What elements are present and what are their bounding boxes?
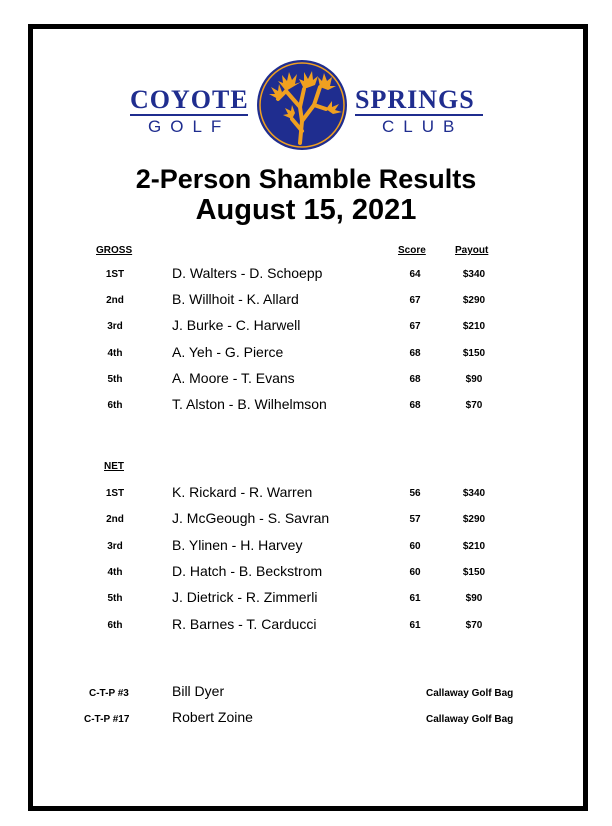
payout: $70	[465, 400, 483, 411]
score: 60	[409, 567, 421, 578]
team-names: B. Ylinen - H. Harvey	[172, 537, 303, 553]
logo-rule-left	[130, 114, 248, 116]
place: 5th	[107, 593, 123, 604]
score: 56	[409, 488, 421, 499]
score: 61	[409, 593, 421, 604]
ctp-label: C-T-P #3	[89, 688, 129, 699]
payout: $290	[462, 295, 486, 306]
score: 60	[409, 541, 421, 552]
ctp-winner: Bill Dyer	[172, 683, 225, 699]
payout: $70	[465, 620, 483, 631]
score: 68	[409, 374, 421, 385]
score: 67	[409, 295, 421, 306]
net-row	[0, 537, 612, 557]
logo-text-golf: GOLF	[148, 117, 231, 136]
payout: $210	[462, 541, 486, 552]
logo-rule-right	[355, 114, 483, 116]
page-title: 2-Person Shamble Results	[135, 164, 477, 194]
place: 2nd	[106, 514, 124, 525]
team-names: D. Walters - D. Schoepp	[172, 265, 323, 281]
ctp-prize: Callaway Golf Bag	[426, 688, 514, 699]
place: 4th	[107, 348, 123, 359]
ctp-prize: Callaway Golf Bag	[426, 714, 514, 725]
net-row	[0, 563, 612, 583]
net-row	[0, 616, 612, 636]
place: 2nd	[106, 295, 124, 306]
team-names: J. Burke - C. Harwell	[172, 317, 301, 333]
score: 67	[409, 321, 421, 332]
gross-row	[0, 396, 612, 416]
gross-row	[0, 370, 612, 390]
ctp-label: C-T-P #17	[84, 714, 130, 725]
place: 3rd	[107, 321, 123, 332]
payout: $340	[462, 488, 486, 499]
net-row	[0, 589, 612, 609]
payout: $90	[465, 593, 483, 604]
place: 3rd	[107, 541, 123, 552]
team-names: D. Hatch - B. Beckstrom	[172, 563, 323, 579]
net-header: NET	[104, 461, 124, 472]
gross-row	[0, 317, 612, 337]
team-names: T. Alston - B. Wilhelmson	[172, 396, 327, 412]
payout: $210	[462, 321, 486, 332]
place: 1ST	[105, 488, 125, 499]
ctp-winner: Robert Zoine	[172, 709, 253, 725]
payout: $340	[462, 269, 486, 280]
payout: $150	[462, 567, 486, 578]
place: 6th	[107, 620, 123, 631]
team-names: B. Willhoit - K. Allard	[172, 291, 299, 307]
gross-row	[0, 265, 612, 285]
payout: $90	[465, 374, 483, 385]
team-names: J. Dietrick - R. Zimmerli	[172, 589, 318, 605]
logo-text-springs: SPRINGS	[355, 85, 475, 114]
score: 64	[409, 269, 421, 280]
payout-header: Payout	[455, 245, 489, 256]
place: 6th	[107, 400, 123, 411]
score: 61	[409, 620, 421, 631]
place: 5th	[107, 374, 123, 385]
joshua-tree-seal-icon	[256, 59, 348, 151]
logo-text-club: CLUB	[382, 117, 464, 136]
payout: $290	[462, 514, 486, 525]
payout: $150	[462, 348, 486, 359]
team-names: A. Moore - T. Evans	[172, 370, 295, 386]
score-header: Score	[398, 245, 426, 256]
logo-text-coyote: COYOTE	[130, 85, 249, 114]
score: 57	[409, 514, 421, 525]
team-names: K. Rickard - R. Warren	[172, 484, 313, 500]
team-names: R. Barnes - T. Carducci	[172, 616, 317, 632]
gross-row	[0, 291, 612, 311]
gross-row	[0, 344, 612, 364]
event-date: August 15, 2021	[195, 194, 417, 226]
place: 4th	[107, 567, 123, 578]
team-names: A. Yeh - G. Pierce	[172, 344, 284, 360]
score: 68	[409, 348, 421, 359]
team-names: J. McGeough - S. Savran	[172, 510, 330, 526]
place: 1ST	[105, 269, 125, 280]
score: 68	[409, 400, 421, 411]
net-row	[0, 510, 612, 530]
net-row	[0, 484, 612, 504]
gross-header: GROSS	[96, 245, 133, 256]
